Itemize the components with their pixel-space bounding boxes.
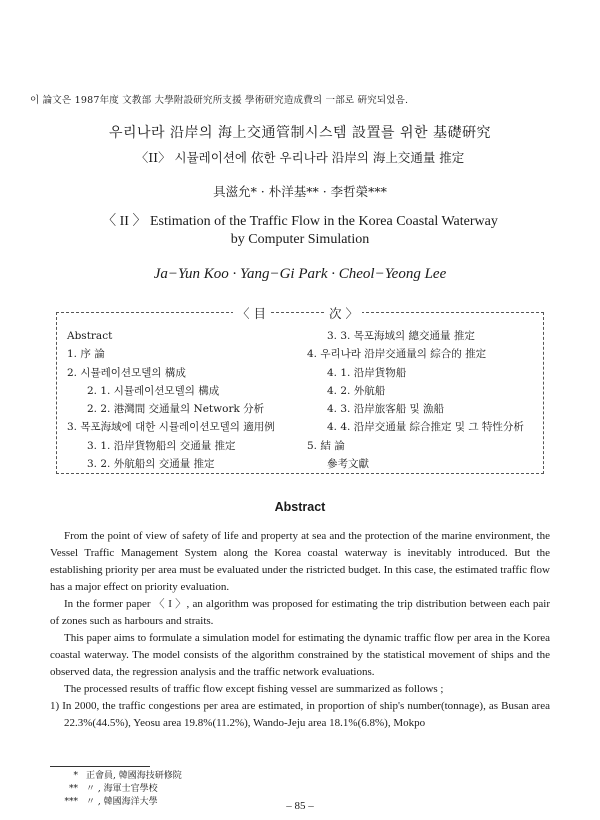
- footnote-text: 正會員, 韓國海技研修院: [86, 771, 182, 781]
- toc-heading-right: 次 〉: [325, 304, 362, 322]
- toc-item: 參考文獻: [327, 458, 369, 471]
- abstract-body: [50, 528, 550, 732]
- toc-item: 4. 우리나라 沿岸交通量의 綜合的 推定: [307, 348, 487, 361]
- authors-english: Ja−Yun Koo · Yang−Gi Park · Cheol−Yeong Lee: [153, 266, 447, 282]
- page-number: – 85 –: [286, 800, 314, 812]
- footnote-mark: ***: [64, 797, 78, 807]
- toc-item: 4. 4. 沿岸交通量 綜合推定 및 그 特性分析: [327, 421, 524, 434]
- abstract-paragraph: From the point of view of safety of life and property at sea and the protection of the marine environment, the Vessel Traffic Management System along the Korea coastal waterway is inevitably introduced. But the establishing priority per area must be evaluated under the ristricted budget. In this case, the estimated traffic flow has a major effect on priority evaluation.: [50, 530, 550, 593]
- title-english: [0, 213, 600, 249]
- toc-item: 3. 목포海域에 대한 시뮬레이션모델의 適用例: [67, 421, 275, 434]
- footnote-text: 〃 , 韓國海洋大學: [86, 797, 158, 807]
- toc-column-right: [307, 327, 543, 473]
- abstract-paragraph: In the former paper 〈 I 〉, an algorithm was proposed for estimating the trip distribution between each pair of zones such as harbours and straits.: [50, 598, 550, 627]
- abstract-paragraph: 1) In 2000, the traffic congestions per area are estimated, in proportion of ship's number(tonnage), as Busan area 22.3%(44.5%), Yeosu area 19.8%(11.2%), Wando-Jeju area 18.1%(6.8%), Mokpo: [50, 700, 550, 729]
- table-of-contents: [56, 306, 544, 474]
- toc-item: 1. 序 論: [67, 348, 105, 361]
- toc-item: 2. 시뮬레이션모델의 構成: [67, 366, 186, 379]
- toc-item: 3. 2. 外航船의 交通量 推定: [87, 458, 215, 471]
- footnote-rule: [50, 766, 150, 767]
- toc-item: 3. 3. 목포海域의 總交通量 推定: [327, 330, 475, 342]
- toc-item: 4. 2. 外航船: [327, 384, 386, 397]
- toc-item: 4. 1. 沿岸貨物船: [327, 366, 407, 379]
- toc-item: 2. 1. 시뮬레이션모델의 構成: [87, 384, 220, 397]
- footnote: [40, 783, 182, 796]
- title-english-line-1: 〈 II 〉 Estimation of the Traffic Flow in the Korea Coastal Waterway: [102, 214, 498, 229]
- subtitle-korean: 〈II〉 시뮬레이션에 依한 우리나라 沿岸의 海上交通量 推定: [135, 150, 465, 165]
- toc-item: 3. 1. 沿岸貨物船의 交通量 推定: [87, 439, 236, 452]
- title-english-line-2: by Computer Simulation: [230, 232, 370, 247]
- footnote-mark: **: [69, 784, 78, 794]
- toc-item: 5. 結 論: [307, 439, 345, 452]
- abstract-heading: Abstract: [274, 500, 326, 514]
- footnote: [40, 770, 182, 783]
- footnote-mark: *: [73, 771, 78, 781]
- toc-item: Abstract: [67, 330, 113, 342]
- toc-item: 2. 2. 港灣間 交通量의 Network 分析: [87, 403, 265, 416]
- abstract-paragraph: This paper aims to formulate a simulation model for estimating the dynamic traffic flow per area in the Korea coastal waterway. The model consists of the algorithm constrained by the statistical movement of ships and the observed data, the regression analysis and the traffic network evaluations.: [50, 632, 550, 678]
- toc-heading-left: 〈 目: [233, 304, 270, 322]
- authors-korean: 具滋允* · 朴洋基** · 李哲榮***: [213, 184, 387, 199]
- abstract-paragraph: The processed results of traffic flow except fishing vessel are summarized as follows ;: [64, 683, 444, 695]
- footnote-text: 〃 , 海軍士官學校: [86, 784, 158, 794]
- toc-column-left: [67, 327, 307, 473]
- title-korean: 우리나라 沿岸의 海上交通管制시스템 設置를 위한 基礎硏究: [108, 125, 491, 141]
- toc-item: 4. 3. 沿岸旅客船 및 漁船: [327, 403, 445, 416]
- funding-note: 이 論文은 1987年度 文教部 大學附設研究所支援 學術研究造成費의 一部로 硏究되었음.: [30, 95, 409, 106]
